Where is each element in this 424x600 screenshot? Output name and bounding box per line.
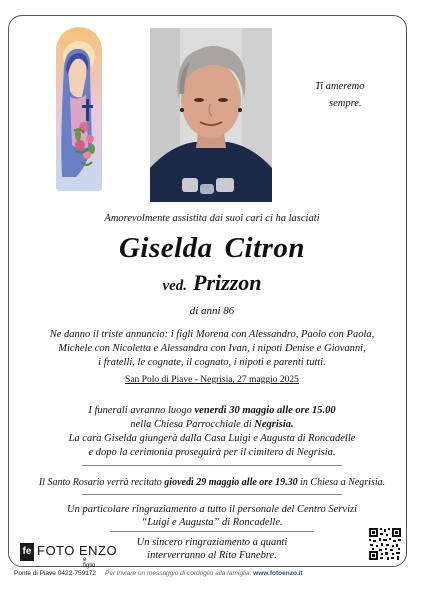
thanks-line: interverranno al Rito Funebre.	[147, 550, 277, 561]
last-name: Citron	[224, 232, 306, 264]
rosary-details	[20, 476, 404, 489]
intro-text: Amorevolmente assistita dai suoi cari ci ha lasciati	[104, 213, 320, 224]
funeral-text: I funerali avranno luogo	[88, 405, 195, 416]
age-text: di anni 86	[189, 305, 235, 317]
qr-code[interactable]	[368, 527, 402, 561]
mourners-announcement	[20, 328, 404, 370]
mourners-line: i fratelli, le cognate, il cognato, i nipoti e parenti tutti.	[98, 357, 326, 368]
rosary-datetime: giovedì 29 maggio alle ore 19.30	[164, 477, 298, 488]
portrait-photo	[150, 28, 272, 202]
thanks-line: Un sincero ringraziamento a quanti	[136, 537, 288, 548]
place-date-text: San Polo di Piave - Negrisia, 27 maggio 2025	[125, 375, 299, 385]
quote-line-1: Ti ameremo	[315, 81, 365, 92]
rosary-text: Il Santo Rosario verrà recitato	[38, 477, 165, 488]
place-date	[20, 375, 404, 385]
thanks-line: “Luigi e Augusta” di Roncadelle.	[141, 517, 283, 528]
widow-prefix: ved.	[162, 278, 188, 294]
mourners-line: Michele con Nicoletta e Alessandra con Ivan, i nipoti Denise e Giovanni,	[58, 343, 366, 354]
logo-sub: e figlio	[83, 557, 96, 569]
funeral-text: nella Chiesa Parrocchiale di	[130, 419, 255, 430]
logo-name: FOTO ENZO	[37, 543, 118, 558]
married-surname: Prizzon	[193, 270, 262, 295]
funeral-details	[20, 404, 404, 460]
memorial-quote	[309, 78, 399, 112]
condolence-text: Per inviare un messaggio di cordoglio alla famiglia:	[105, 570, 254, 577]
married-name	[20, 270, 404, 296]
mourners-line: Ne danno il triste annuncio: i figli Morena con Alessandro, Paolo con Paola,	[49, 329, 375, 340]
funeral-text: La cara Giselda giungerà dalla Casa Luigi e Augusta di Roncadelle	[68, 433, 356, 444]
first-name: Giselda	[118, 232, 213, 264]
deceased-name	[20, 232, 404, 265]
divider	[82, 494, 342, 495]
thanks-line: Un particolare ringraziamento a tutto il personale del Centro Servizi	[67, 504, 357, 515]
rosary-text: in Chiesa a Negrisia.	[297, 477, 386, 488]
agency-website-link[interactable]: www.fotoenzo.it	[253, 570, 303, 577]
thanks-staff	[20, 503, 404, 529]
logo-mark: fe	[20, 543, 34, 561]
agency-logo	[20, 543, 118, 569]
funeral-church: Negrisia.	[254, 419, 294, 430]
madonna-image	[56, 27, 102, 191]
condolence-note	[105, 570, 303, 577]
divider	[82, 465, 342, 466]
agency-phone: Ponte di Piave 0422-759172	[14, 570, 97, 577]
funeral-text: e dopo la cerimonia proseguirà per il cimitero di Negrisia.	[88, 447, 336, 458]
divider	[110, 531, 314, 532]
funeral-datetime: venerdì 30 maggio alle ore 15.00	[194, 405, 336, 416]
quote-line-2: sempre.	[329, 98, 362, 109]
